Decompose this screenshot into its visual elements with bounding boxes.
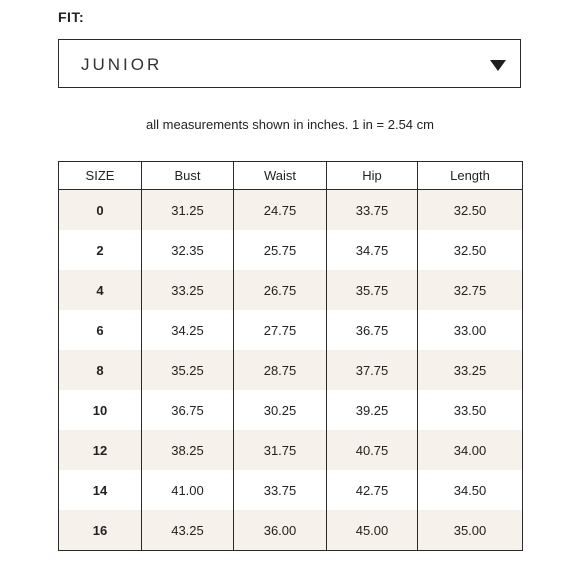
table-row [59, 430, 523, 470]
waist-cell: 33.75 [234, 470, 327, 510]
chevron-down-icon [490, 60, 506, 71]
table-row [59, 310, 523, 350]
hip-cell: 33.75 [327, 190, 418, 231]
fit-dropdown[interactable] [58, 39, 521, 88]
size-cell: 4 [59, 270, 142, 310]
size-cell: 10 [59, 390, 142, 430]
hip-cell: 35.75 [327, 270, 418, 310]
size-cell: 12 [59, 430, 142, 470]
header-size: SIZE [59, 162, 142, 190]
header-hip: Hip [327, 162, 418, 190]
bust-cell: 34.25 [142, 310, 234, 350]
fit-label: FIT: [58, 9, 85, 25]
length-cell: 34.00 [418, 430, 523, 470]
bust-cell: 33.25 [142, 270, 234, 310]
length-cell: 32.50 [418, 190, 523, 231]
table-row [59, 270, 523, 310]
table-row [59, 470, 523, 510]
hip-cell: 39.25 [327, 390, 418, 430]
hip-cell: 36.75 [327, 310, 418, 350]
bust-cell: 38.25 [142, 430, 234, 470]
length-cell: 34.50 [418, 470, 523, 510]
bust-cell: 31.25 [142, 190, 234, 231]
length-cell: 33.00 [418, 310, 523, 350]
bust-cell: 43.25 [142, 510, 234, 551]
waist-cell: 26.75 [234, 270, 327, 310]
waist-cell: 36.00 [234, 510, 327, 551]
size-cell: 16 [59, 510, 142, 551]
length-cell: 32.75 [418, 270, 523, 310]
hip-cell: 34.75 [327, 230, 418, 270]
bust-cell: 32.35 [142, 230, 234, 270]
size-cell: 8 [59, 350, 142, 390]
hip-cell: 37.75 [327, 350, 418, 390]
bust-cell: 41.00 [142, 470, 234, 510]
hip-cell: 40.75 [327, 430, 418, 470]
bust-cell: 35.25 [142, 350, 234, 390]
header-bust: Bust [142, 162, 234, 190]
length-cell: 33.50 [418, 390, 523, 430]
length-cell: 33.25 [418, 350, 523, 390]
waist-cell: 25.75 [234, 230, 327, 270]
hip-cell: 45.00 [327, 510, 418, 551]
length-cell: 32.50 [418, 230, 523, 270]
table-row [59, 230, 523, 270]
table-row [59, 350, 523, 390]
table-row [59, 510, 523, 551]
waist-cell: 30.25 [234, 390, 327, 430]
table-header-row [59, 162, 523, 190]
size-table [58, 161, 523, 551]
size-cell: 2 [59, 230, 142, 270]
measurement-note: all measurements shown in inches. 1 in = 2.54 cm [146, 117, 434, 132]
bust-cell: 36.75 [142, 390, 234, 430]
size-cell: 0 [59, 190, 142, 231]
waist-cell: 28.75 [234, 350, 327, 390]
size-cell: 14 [59, 470, 142, 510]
waist-cell: 27.75 [234, 310, 327, 350]
length-cell: 35.00 [418, 510, 523, 551]
header-waist: Waist [234, 162, 327, 190]
waist-cell: 31.75 [234, 430, 327, 470]
table-row [59, 190, 523, 231]
size-cell: 6 [59, 310, 142, 350]
waist-cell: 24.75 [234, 190, 327, 231]
fit-dropdown-value: JUNIOR [81, 55, 163, 74]
hip-cell: 42.75 [327, 470, 418, 510]
header-length: Length [418, 162, 523, 190]
table-row [59, 390, 523, 430]
